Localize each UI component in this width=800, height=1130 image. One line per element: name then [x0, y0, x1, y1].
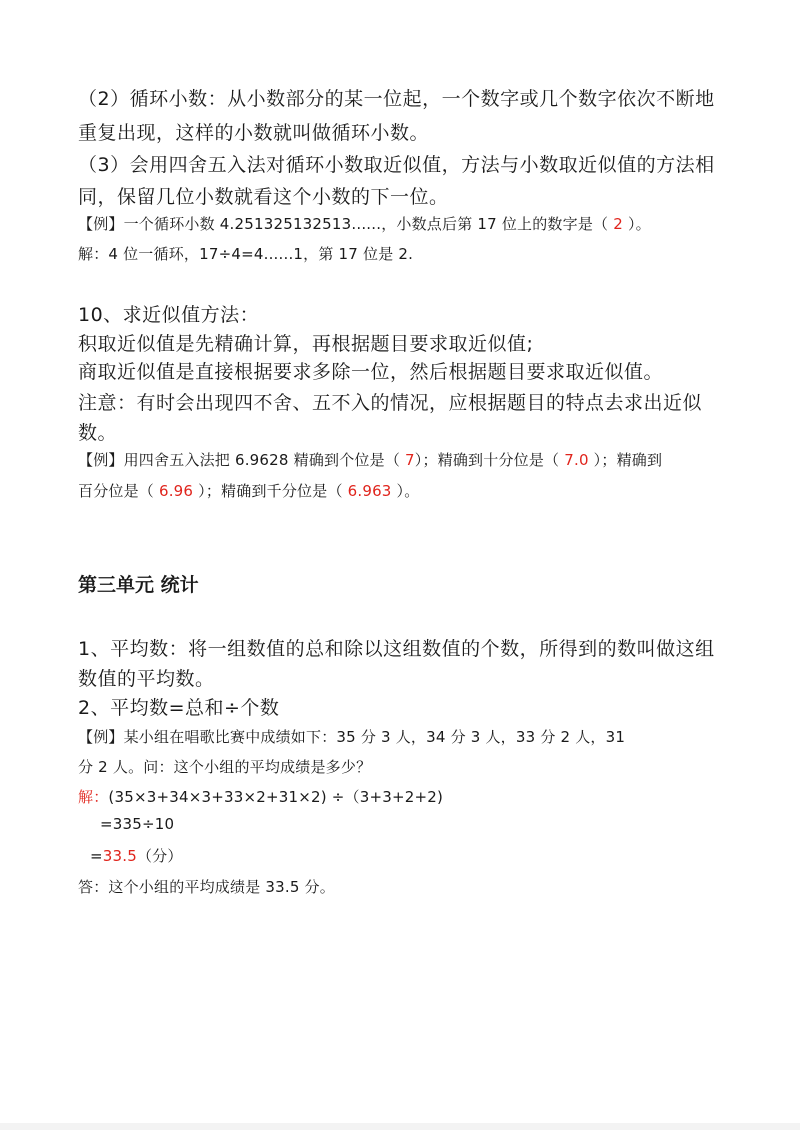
- solution-step1: =335÷10: [100, 815, 175, 833]
- solution-step2-unit: （分）: [136, 847, 183, 865]
- approximation-note-line1: 注意：有时会出现四不舍、五不入的情况，应根据题目的特点去求出近似: [78, 392, 703, 414]
- example-rounding-text-a: 【例】用四舍五入法把 6.9628 精确到个位是（: [78, 451, 405, 469]
- unit-three-heading: 第三单元 统计: [78, 574, 199, 596]
- example-rounding-answer-thousandths: 6.963: [347, 482, 392, 500]
- example-rounding-line1: [78, 449, 662, 470]
- example-rounding-text-h: ）。: [391, 482, 420, 500]
- approximation-quotient-rule: 商取近似值是直接根据要求多除一位，然后根据题目要求取近似值。: [78, 361, 664, 383]
- approximation-title: 10、求近似值方法：: [78, 304, 260, 326]
- example-rounding-text-e: ）；精确到: [588, 451, 663, 469]
- approximation-product-rule: 积取近似值是先精确计算，再根据题目要求取近似值;: [78, 333, 534, 355]
- solution-step2: [90, 845, 183, 866]
- example-average-line1: 【例】某小组在唱歌比赛中成绩如下：35 分 3 人，34 分 3 人，33 分 2 人，31: [78, 728, 626, 746]
- example-rounding-text-g: ）；精确到千分位是（: [193, 482, 348, 500]
- page-bottom-edge: [0, 1123, 800, 1130]
- example-average-line2: 分 2 人。问：这个小组的平均成绩是多少？: [78, 758, 372, 776]
- average-definition-line2: 数值的平均数。: [78, 668, 215, 690]
- example-rounding-answer-ones: 7: [405, 451, 415, 469]
- solution-label: 解：: [78, 788, 109, 806]
- example-recurring-solution: 解：4 位一循环，17÷4=4......1，第 17 位是 2.: [78, 245, 414, 263]
- rounding-rule-line1: （3）会用四舍五入法对循环小数取近似值，方法与小数取近似值的方法相: [78, 154, 715, 176]
- solution-step2-value: 33.5: [102, 847, 137, 865]
- example-rounding-answer-hundredths: 6.96: [158, 482, 194, 500]
- average-formula: 2、平均数=总和÷个数: [78, 697, 280, 719]
- example-rounding-text-c: ）；精确到十分位是（: [414, 451, 565, 469]
- example-rounding-answer-tenths: 7.0: [564, 451, 589, 469]
- solution-step2-equals: =: [90, 847, 103, 865]
- approximation-note-line2: 数。: [78, 422, 118, 444]
- example-recurring: [78, 213, 651, 234]
- recurring-decimal-definition-line1: （2）循环小数：从小数部分的某一位起，一个数字或几个数字依次不断地: [78, 88, 715, 110]
- example-average-solution: [78, 786, 443, 807]
- example-recurring-answer: 2: [608, 215, 628, 233]
- example-rounding-text-f: 百分位是（: [78, 482, 159, 500]
- average-definition-line1: 1、平均数：将一组数值的总和除以这组数值的个数，所得到的数叫做这组: [78, 638, 715, 660]
- rounding-rule-line2: 同，保留几位小数就看这个小数的下一位。: [78, 186, 449, 208]
- recurring-decimal-definition-line2: 重复出现，这样的小数就叫做循环小数。: [78, 122, 430, 144]
- example-recurring-suffix: ）。: [627, 215, 651, 233]
- solution-expression: (35×3+34×3+33×2+31×2) ÷（3+3+2+2): [108, 788, 444, 806]
- example-average-answer: 答：这个小组的平均成绩是 33.5 分。: [78, 878, 335, 896]
- example-rounding-line2: [78, 480, 419, 501]
- example-recurring-prefix: 【例】一个循环小数 4.251325132513......，小数点后第 17 位上的数字是（: [78, 215, 609, 233]
